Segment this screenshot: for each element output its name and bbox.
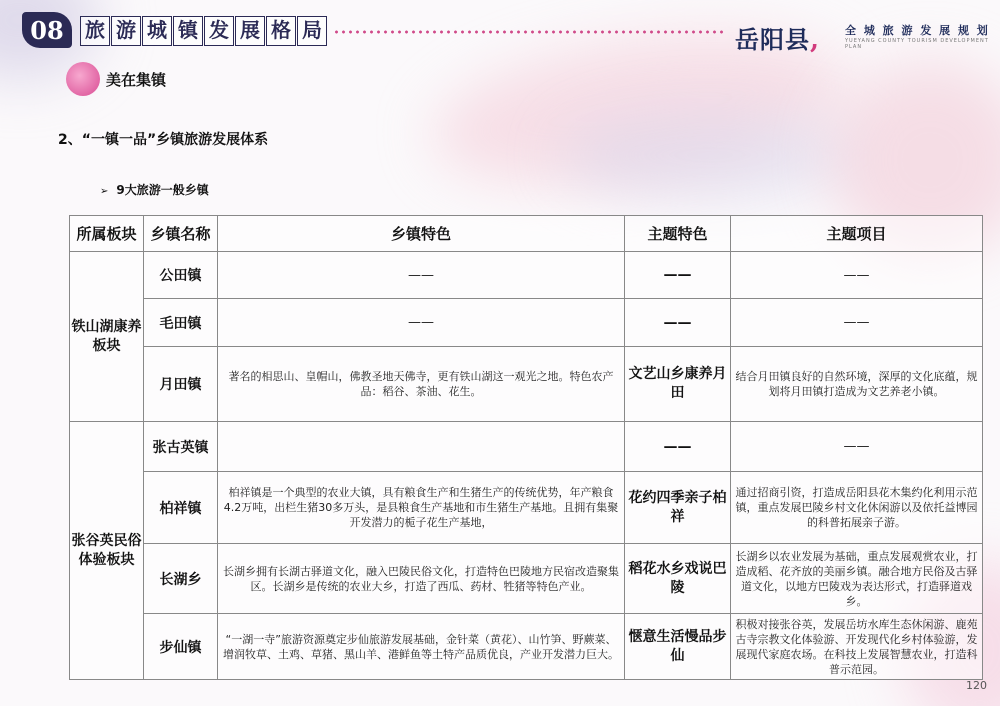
feature-cell: 柏祥镇是一个典型的农业大镇，具有粮食生产和生猪生产的传统优势，年产粮食4.2万吨，出栏生猪30多万头，是县粮食生产基地和市生猪生产基地。且拥有集聚开发潜力的栀子花生产基地， bbox=[218, 472, 625, 544]
logo-mark-icon: , bbox=[810, 25, 821, 55]
title-char: 发 bbox=[204, 16, 234, 46]
table-row bbox=[70, 422, 983, 472]
list-item bbox=[100, 181, 209, 198]
town-cell: 公田镇 bbox=[144, 252, 218, 299]
project-cell: —— bbox=[731, 299, 983, 347]
project-cell: 结合月田镇良好的自然环境，深厚的文化底蕴，规划将月田镇打造成为文艺养老小镇。 bbox=[731, 347, 983, 422]
title-char: 展 bbox=[235, 16, 265, 46]
table-row bbox=[70, 472, 983, 544]
col-header: 主题特色 bbox=[625, 216, 731, 252]
theme-cell: —— bbox=[625, 422, 731, 472]
town-cell: 张古英镇 bbox=[144, 422, 218, 472]
logo-subtitle-en: YUEYANG COUNTY TOURISM DEVELOPMENT PLAN bbox=[845, 38, 989, 50]
theme-cell: —— bbox=[625, 252, 731, 299]
county-logo bbox=[735, 20, 820, 55]
title-char: 旅 bbox=[80, 16, 110, 46]
chapter-number: 08 bbox=[22, 12, 72, 48]
title-char: 局 bbox=[297, 16, 327, 46]
theme-cell: 稻花水乡戏说巴陵 bbox=[625, 544, 731, 614]
project-cell: —— bbox=[731, 252, 983, 299]
col-header: 所属板块 bbox=[70, 216, 144, 252]
feature-cell: 著名的相思山、皇帽山，佛教圣地天佛寺，更有铁山湖这一观光之地。特色农产品：稻谷、茶油、花生。 bbox=[218, 347, 625, 422]
list-item-label: 9大旅游一般乡镇 bbox=[116, 183, 209, 197]
logo-subtitle: 全 城 旅 游 发 展 规 划 bbox=[845, 24, 990, 37]
logo-text: 岳阳县 bbox=[735, 25, 810, 54]
theme-cell: —— bbox=[625, 299, 731, 347]
subheading: 2、“一镇一品”乡镇旅游发展体系 bbox=[58, 132, 269, 148]
town-cell: 柏祥镇 bbox=[144, 472, 218, 544]
project-cell: 通过招商引资，打造成岳阳县花木集约化利用示范镇，重点发展巴陵乡村文化休闲游以及依托益博园的科普拓展亲子游。 bbox=[731, 472, 983, 544]
feature-cell: “一湖一寺”旅游资源奠定步仙旅游发展基础，金针菜（黄花）、山竹笋、野蕨菜、增润牧草、土鸡、草猪、黑山羊、港鲜鱼等土特产品质优良，产业开发潜力巨大。 bbox=[218, 614, 625, 680]
bg-wash bbox=[560, 110, 860, 200]
table-row bbox=[70, 347, 983, 422]
title-char: 城 bbox=[142, 16, 172, 46]
section-badge-label: 美在集镇 bbox=[106, 71, 167, 89]
bullet-arrow-icon: ➢ bbox=[100, 186, 109, 197]
table-header-row bbox=[70, 216, 983, 252]
town-cell: 步仙镇 bbox=[144, 614, 218, 680]
region-cell: 张谷英民俗体验板块 bbox=[70, 422, 144, 680]
project-cell: 长湖乡以农业发展为基础，重点发展观赏农业，打造成稻、花齐放的美丽乡镇。融合地方民俗及古驿道文化，以地方巴陵戏为表达形式，打造驿道戏乡。 bbox=[731, 544, 983, 614]
col-header: 主题项目 bbox=[731, 216, 983, 252]
feature-cell bbox=[218, 422, 625, 472]
town-cell: 毛田镇 bbox=[144, 299, 218, 347]
chapter-title bbox=[80, 16, 327, 46]
page-header bbox=[0, 0, 1000, 60]
project-cell: 积极对接张谷英，发展岳坊水库生态休闲游、鹿苑古寺宗教文化体验游、开发现代化乡村体验游，发展现代家庭农场。在科技上发展智慧农业，打造科普示范园。 bbox=[731, 614, 983, 680]
theme-cell: 文艺山乡康养月田 bbox=[625, 347, 731, 422]
table-row bbox=[70, 252, 983, 299]
page-number: 120 bbox=[966, 679, 987, 692]
section-badge-icon bbox=[66, 62, 100, 96]
title-char: 游 bbox=[111, 16, 141, 46]
project-cell: —— bbox=[731, 422, 983, 472]
col-header: 乡镇名称 bbox=[144, 216, 218, 252]
theme-cell: 惬意生活慢品步仙 bbox=[625, 614, 731, 680]
feature-cell: 长湖乡拥有长湖古驿道文化，融入巴陵民俗文化，打造特色巴陵地方民宿改造聚集区。长湖乡是传统的农业大乡，打造了西瓜、药材、牲猪等特色产业。 bbox=[218, 544, 625, 614]
town-cell: 长湖乡 bbox=[144, 544, 218, 614]
region-cell: 铁山湖康养板块 bbox=[70, 252, 144, 422]
towns-table bbox=[69, 215, 983, 680]
feature-cell: —— bbox=[218, 299, 625, 347]
col-header: 乡镇特色 bbox=[218, 216, 625, 252]
table-row bbox=[70, 299, 983, 347]
feature-cell: —— bbox=[218, 252, 625, 299]
theme-cell: 花约四季亲子柏祥 bbox=[625, 472, 731, 544]
dotted-divider bbox=[333, 30, 723, 34]
town-cell: 月田镇 bbox=[144, 347, 218, 422]
table-row bbox=[70, 614, 983, 680]
title-char: 镇 bbox=[173, 16, 203, 46]
title-char: 格 bbox=[266, 16, 296, 46]
table-row bbox=[70, 544, 983, 614]
